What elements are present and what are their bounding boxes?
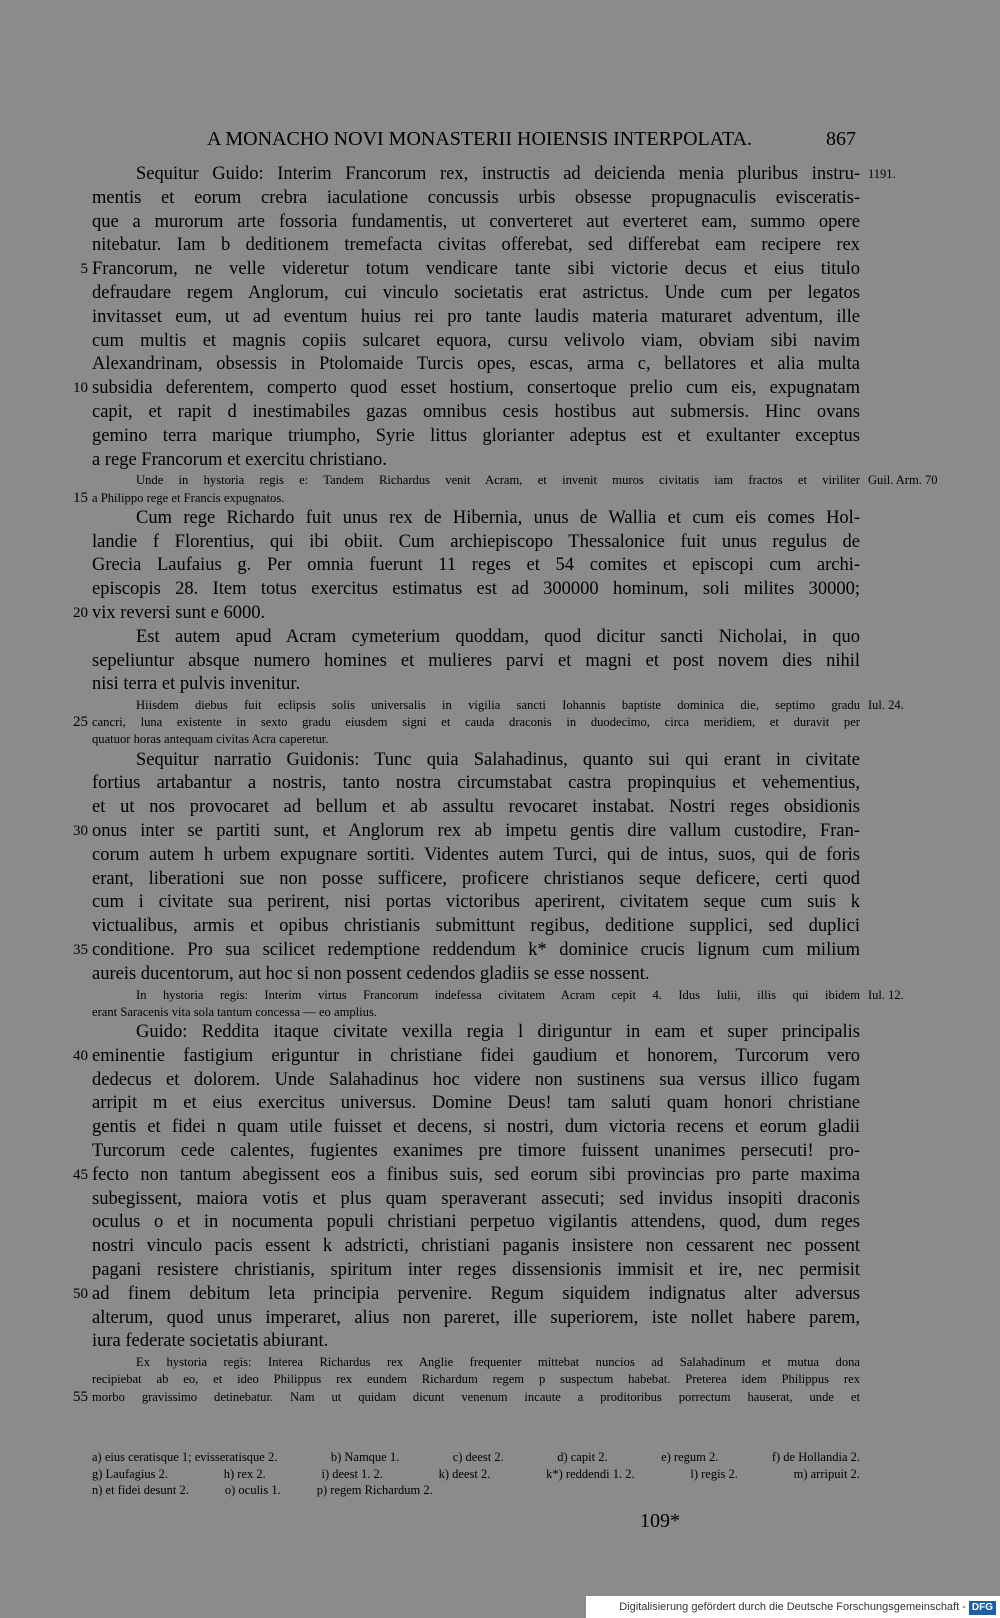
excerpt-line: a Philippo rege et Francis expugnatos.	[92, 490, 285, 505]
text-line	[73, 1283, 860, 1307]
text-line	[92, 1307, 860, 1331]
line-text: mentis et eorum crebra iaculatione concussis urbis obsesse propugnaculis evisceratis-	[92, 187, 860, 208]
line-text: erant, liberationi sue non posse sufficere, proficere christianos seque deficere, certi quod	[92, 868, 860, 889]
text-line	[92, 1092, 860, 1116]
text-line	[92, 1211, 860, 1235]
text-line	[92, 891, 860, 915]
text-line	[92, 749, 860, 773]
line-text: a rege Francorum et exercitu christiano.	[92, 449, 387, 470]
line-text: episcopis 28. Item totus exercitus estimatus est ad 300000 hominum, soli milites 30000;	[92, 579, 860, 600]
text-line	[92, 1188, 860, 1212]
text-line	[92, 1021, 860, 1045]
text-line	[92, 211, 860, 235]
footnotes	[92, 1449, 860, 1499]
text-line	[92, 401, 860, 425]
line-text: fortius artabantur a nostris, tanto nostra circumstabat castra propinquius et vehementius,	[92, 773, 860, 794]
footnote: d) capit 2.	[557, 1450, 608, 1464]
excerpt-line: In hystoria regis: Interim virtus Francorum indefessa civitatem Acram cepit 4. Idus Iulii, illis qui ibidem	[136, 987, 860, 1002]
excerpt-line: Ex hystoria regis: Interea Richardus rex Anglie frequenter mittebat nuncios ad Salahadinum et mutua dona	[136, 1355, 860, 1370]
text-line	[92, 844, 860, 868]
line-text: nostri vinculo pacis essent k adstricti, christiani paganis insistere non cessarent nec possent	[92, 1236, 860, 1257]
text-line	[92, 449, 860, 473]
text-line	[92, 1004, 860, 1021]
text-line	[92, 626, 860, 650]
line-text: Francorum, ne velle videretur totum vendicare tante sibi victorie decus et eius titulo	[92, 259, 860, 280]
line-text: victualibus, armis et opibus christianis submittunt regibus, deditione supplici, sed duplici	[92, 916, 860, 937]
line-number: 15	[73, 489, 88, 506]
excerpt-line: morbo gravissimo detinebatur. Nam ut quidam dicunt venenum incaute a proditoribus porrectum hauserat, unde et	[92, 1389, 860, 1404]
line-number: 45	[73, 1166, 88, 1183]
line-text: Grecia Laufaius g. Per omnia fuerunt 11 reges et 54 comites et episcopi cum archi-	[92, 555, 860, 576]
line-text: conditione. Pro sua scilicet redemptione reddendum k* dominice crucis lignum cum milium	[92, 940, 860, 961]
text-line	[92, 673, 860, 697]
line-text: Sequitur narratio Guidonis: Tunc quia Salahadinus, quanto sui qui erant in civitate	[136, 749, 860, 770]
footnote: i) deest 1. 2.	[321, 1466, 383, 1481]
line-text: eminentie fastigium eriguntur in christiane fidei gaudium et honorem, Turcorum vero	[92, 1045, 860, 1066]
text-line	[73, 489, 860, 507]
line-text: oculus o et in nocumenta populi christiani perpetuo vigilantis attendens, quod, dum reges	[92, 1212, 860, 1233]
line-text: dedecus et dolorem. Unde Salahadinus hoc videre non sustinens sua versus illico fugam	[92, 1069, 860, 1090]
margin-note: Iul. 12.	[868, 987, 904, 1002]
footnote: c) deest 2.	[452, 1450, 504, 1464]
line-text: Cum rege Richardo fuit unus rex de Hibernia, unus de Wallia et cum eis comes Hol-	[136, 507, 860, 528]
running-title: A MONACHO NOVI MONASTERII HOIENSIS INTERPOLATA.	[207, 128, 753, 150]
line-text: corum autem h urbem expugnare sortiti. Videntes autem Turci, qui de intus, suos, qui de foris	[92, 844, 860, 865]
text-line	[73, 602, 860, 626]
line-text: cum i civitate sua perirent, nisi portas victoribus aperirent, civitatem seque cum suis k	[92, 892, 860, 913]
line-text: pagani resistere christianis, spiritum inter reges dissensionis immisit et ire, nec permisit	[92, 1259, 860, 1280]
line-number: 10	[73, 380, 88, 397]
footnote: m) arripuit 2.	[793, 1466, 860, 1481]
text-line	[92, 1140, 860, 1164]
line-text: vix reversi sunt e 6000.	[92, 602, 266, 623]
line-number: 20	[73, 604, 88, 621]
text-line	[92, 868, 860, 892]
line-text: Est autem apud Acram cymeterium quoddam, quod dicitur sancti Nicholai, in quo	[136, 626, 860, 647]
text-line	[92, 425, 860, 449]
footnote-row	[92, 1482, 860, 1499]
text-line	[92, 578, 860, 602]
text-line	[92, 531, 860, 555]
text-line	[92, 187, 860, 211]
text-line	[92, 330, 860, 354]
line-text: ad finem debitum leta principia pervenire. Regum siquidem indignatus alter adversus	[92, 1283, 860, 1304]
credit-text: Digitalisierung gefördert durch die Deutsche Forschungsgemeinschaft -	[619, 1601, 966, 1613]
line-text: invitasset eum, ut ad eventum huius rei pro tante laudis materia maturaret adventum, ille	[92, 306, 860, 327]
text-line	[80, 258, 860, 282]
excerpt-line: quatuor horas antequam civitas Acra caperetur.	[92, 732, 329, 747]
line-number: 30	[73, 823, 88, 840]
line-text: onus inter se partiti sunt, et Anglorum rex ab impetu gentis dire vallum custodire, Fran-	[92, 821, 860, 842]
excerpt-line: cancri, luna existente in sexto gradu eiusdem signi et cauda draconis in duodecimo, circa meridiem, et duravit per	[92, 715, 860, 730]
margin-note: Iul. 24.	[868, 698, 904, 713]
text-line	[92, 1259, 860, 1283]
digitization-credit	[586, 1596, 1000, 1618]
line-text: gentis et fidei n quam utile fuisset et decens, si nostri, dum victoria recens et eorum gladii	[92, 1117, 860, 1138]
line-text: iura federate societatis abiurant.	[92, 1331, 329, 1352]
excerpt-line: recipiebat ab eo, et ideo Philippus rex eundem Richardum regem p suspectum habebat. Preterea idem Philippus rex	[92, 1372, 860, 1387]
line-text: arripit m et eius exercitus universus. Domine Deus! tam saluti quam honori christiane	[92, 1093, 860, 1114]
text-line	[92, 282, 860, 306]
footnote: o) oculis 1.	[224, 1483, 281, 1497]
line-number: 35	[73, 942, 88, 959]
text-line	[92, 472, 938, 489]
line-text: aureis ducentorum, aut hoc si non possent cedendos gladiis se esse nossent.	[92, 963, 650, 984]
text-line	[73, 377, 860, 401]
text-line	[92, 987, 904, 1004]
text-line	[73, 1388, 860, 1406]
line-text: sepeliuntur absque numero homines et mulieres parvi et magni et post novem dies nihil	[92, 650, 860, 671]
line-text: nisi terra et pulvis invenitur.	[92, 674, 301, 695]
line-text: cum multis et magnis copiis sulcaret equora, cursu velivolo viam, obviam sibi navim	[92, 330, 860, 351]
margin-note: Guil. Arm. 70	[868, 473, 938, 488]
text-line	[92, 731, 860, 748]
margin-note: 1191.	[868, 167, 896, 181]
text-line	[92, 650, 860, 674]
text-line	[92, 1235, 860, 1259]
text-line	[92, 1354, 860, 1371]
text-line	[73, 1045, 860, 1069]
folio-signature: 109*	[640, 1510, 680, 1532]
line-number: 5	[80, 261, 88, 278]
footnote: l) regis 2.	[690, 1466, 738, 1481]
line-text: Guido: Reddita itaque civitate vexilla regia l diriguntur in eam et super principalis	[136, 1022, 860, 1043]
text-line	[92, 163, 896, 187]
text-line	[73, 820, 860, 844]
text-line	[92, 353, 860, 377]
line-text: et ut nos provocaret ad bellum et ab assultu revocaret instabat. Nostri reges obsidionis	[92, 797, 860, 818]
footnote-row	[92, 1466, 860, 1483]
excerpt-line: erant Saracenis vita sola tantum concessa — eo amplius.	[92, 1004, 378, 1019]
footnote: a) eius ceratisque 1; evisseratisque 2.	[92, 1450, 278, 1464]
text-line	[92, 507, 860, 531]
footnote: f) de Hollandia 2.	[771, 1450, 860, 1464]
text-line	[92, 554, 860, 578]
line-number: 25	[73, 714, 88, 731]
line-number: 50	[73, 1285, 88, 1302]
footnote: h) rex 2.	[223, 1466, 266, 1481]
line-number: 40	[73, 1047, 88, 1064]
running-header	[92, 128, 860, 156]
footnote: b) Namque 1.	[330, 1450, 400, 1464]
line-text: fecto non tantum abegissent eos a finibus suis, sed eorum sibi provincias pro parte maxima	[92, 1164, 860, 1185]
footnote: k) deest 2.	[438, 1466, 491, 1481]
line-text: Alexandrinam, obsessis in Ptolomaide Turcis opes, escas, arma c, bellatores et alia multa	[92, 354, 860, 375]
text-line	[73, 939, 860, 963]
footnote: p) regem Richardum 2.	[316, 1483, 433, 1497]
footnote: e) regum 2.	[661, 1450, 719, 1464]
line-text: landie f Florentius, qui ibi obiit. Cum archiepiscopo Thessalonice fuit unus regulus de	[92, 531, 860, 552]
line-text: defraudare regem Anglorum, cui vinculo societatis erat astrictus. Unde cum per legatos	[92, 282, 860, 303]
footnote-row	[92, 1449, 860, 1466]
excerpt-line: Unde in hystoria regis e: Tandem Richardus venit Acram, et invenit muros civitatis iam fractos et viriliter	[136, 473, 860, 488]
page-number: 867	[826, 128, 856, 150]
text-line	[92, 234, 860, 258]
text-line	[92, 915, 860, 939]
footnote: n) et fidei desunt 2.	[92, 1483, 189, 1497]
line-text: Turcorum cede calentes, fugientes exanimes pre timore fuissent unanimes persecuti! pro-	[92, 1141, 860, 1161]
line-text: capit, et rapit d inestimabiles gazas omnibus cesis hostibus aut submersis. Hinc ovans	[92, 401, 860, 422]
line-number: 55	[73, 1388, 88, 1405]
text-line	[92, 1371, 860, 1388]
text-line	[73, 1164, 860, 1188]
dfg-logo: DFG	[969, 1601, 996, 1615]
text-line	[92, 306, 860, 330]
text-line	[92, 772, 860, 796]
body-text	[73, 163, 938, 1406]
footnote: k*) reddendi 1. 2.	[546, 1466, 635, 1481]
line-text: que a murorum arte fossoria fundamentis, ut converteret aut everteret eam, summo opere	[92, 211, 860, 232]
excerpt-line: Hiisdem diebus fuit eclipsis solis universalis in vigilia sancti Iohannis baptiste dominica die, septimo gradu	[136, 698, 860, 713]
line-text: gemino terra marique triumpho, Syrie littus glorianter adeptus est et exultanter exceptus	[92, 425, 860, 446]
text-line	[73, 714, 860, 731]
line-text: subsidia deferentem, comperto quod esset hostium, consertoque prelio cum eis, expugnatam	[92, 378, 860, 399]
line-text: subegissent, maiora votis et plus quam speraverant assecuti; sed invidus insopiti draconis	[92, 1188, 860, 1209]
text-line	[92, 963, 860, 987]
text-line	[92, 796, 860, 820]
footnote: g) Laufagius 2.	[92, 1466, 169, 1481]
line-text: alterum, quod unus imperaret, alius non pareret, ille superiorem, iste nollet habere parem,	[92, 1307, 860, 1328]
text-line	[92, 697, 904, 714]
text-line	[92, 1069, 860, 1093]
text-line	[92, 1330, 860, 1354]
line-text: Sequitur Guido: Interim Francorum rex, instructis ad deicienda menia pluribus instru-	[136, 164, 860, 184]
line-text: nitebatur. Iam b deditionem tremefacta civitas offerebat, sed differebat eam recipere rex	[92, 235, 860, 256]
text-line	[92, 1116, 860, 1140]
